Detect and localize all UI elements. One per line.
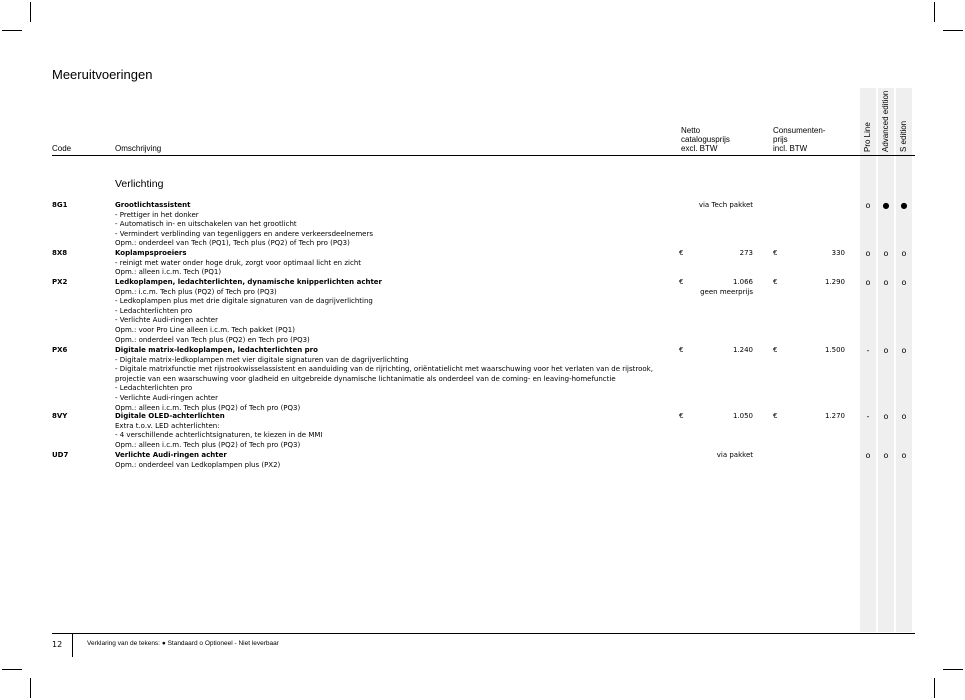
netto-price: 1.050 xyxy=(732,412,753,420)
consumer-price: 1.270 xyxy=(824,412,845,420)
currency-symbol: € xyxy=(679,249,684,257)
option-description: Ledkoplampen, ledachterlichten, dynamische knipperlichten achter Opm.: i.c.m. Tech plus (PQ2) of Tech pro (PQ3) - Ledkoplampen plus met drie digitale signaturen van de dagrijverlichting - Ledachterlichten pro - Verlichte Audi-ringen achter Opm.: voor Pro Line alleen i.c.m. Tech pakket (PQ1) Opm.: onderdeel van Tech plus (PQ2) en Tech pro (PQ3) xyxy=(115,278,382,344)
pro-line-mark: - xyxy=(866,346,870,355)
legend-optional-symbol: o xyxy=(199,640,203,647)
section-heading: Verlichting xyxy=(115,178,164,190)
s-edition-mark: ● xyxy=(900,201,908,210)
footer-separator xyxy=(72,633,73,657)
edition-column-shade xyxy=(860,88,876,632)
consumer-price: 1.500 xyxy=(824,346,845,354)
option-code: 8X8 xyxy=(52,249,68,257)
crop-mark xyxy=(943,669,963,670)
pro-line-mark: - xyxy=(866,412,870,421)
page-title: Meeruitvoeringen xyxy=(52,67,153,82)
currency-symbol: € xyxy=(679,412,684,420)
option-description: Koplampsproeiers - reinigt met water onder hoge druk, zorgt voor optimaal licht en zicht Opm.: alleen i.c.m. Tech (PQ1) xyxy=(115,249,361,277)
column-header-description: Omschrijving xyxy=(115,144,162,153)
column-header-pro-line: Pro Line xyxy=(863,122,872,152)
option-code: UD7 xyxy=(52,451,69,459)
currency-symbol: € xyxy=(773,412,778,420)
option-description: Digitale matrix-ledkoplampen, ledachterlichten pro - Digitale matrix-ledkoplampen met vier digitale signaturen van de dagrijverlichting - Digitale matrixfunctie met rijstrookwisselassistent en aanduiding van de rijrichting, oriëntatielicht met waarschuwing voor het verlaten van de rijstrook, projectie van een waarschuwing voor gladheid en uitgebreide dynamische lichtanimatie als onderdeel van de coming- en leaving-homefunctie - Ledachterlichten pro - Verlichte Audi-ringen achter Opm.: alleen i.c.m. Tech plus (PQ2) of Tech pro (PQ3) xyxy=(115,346,653,412)
column-header-consumer: Consumenten- prijs incl. BTW xyxy=(773,126,826,153)
consumer-price: 1.290 xyxy=(824,278,845,286)
s-edition-mark: o xyxy=(901,412,907,421)
option-description: Digitale OLED-achterlichten Extra t.o.v. LED achterlichten: - 4 verschillende achterlichtsignaturen, te kiezen in de MMI Opm.: alleen i.c.m. Tech plus (PQ2) of Tech pro (PQ3) xyxy=(115,412,323,449)
column-header-netto: Netto catalogusprijs excl. BTW xyxy=(681,126,730,153)
advanced-edition-mark: ● xyxy=(882,201,890,210)
header-divider xyxy=(52,155,915,156)
option-description: Grootlichtassistent - Prettiger in het donker - Automatisch in- en uitschakelen van het grootlicht - Vermindert verblinding van tegenliggers en andere verkeersdeelnemers Opm.: onderdeel van Tech (PQ1), Tech plus (PQ2) of Tech pro (PQ3) xyxy=(115,201,373,248)
advanced-edition-mark: o xyxy=(883,346,889,355)
crop-mark xyxy=(30,2,31,22)
column-header-advanced-edition: Advanced edition xyxy=(881,90,890,152)
s-edition-mark: o xyxy=(901,249,907,258)
option-description: Verlichte Audi-ringen achter Opm.: onderdeel van Ledkoplampen plus (PX2) xyxy=(115,451,281,469)
edition-column-shade xyxy=(878,88,894,632)
price-note: via pakket xyxy=(716,451,753,459)
pro-line-mark: o xyxy=(865,278,871,287)
advanced-edition-mark: o xyxy=(883,451,889,460)
currency-symbol: € xyxy=(679,278,684,286)
crop-mark xyxy=(2,30,22,31)
crop-mark xyxy=(30,678,31,698)
column-header-code: Code xyxy=(52,144,72,153)
crop-mark xyxy=(2,669,22,670)
pro-line-mark: o xyxy=(865,249,871,258)
advanced-edition-mark: o xyxy=(883,278,889,287)
option-code: 8G1 xyxy=(52,201,68,209)
consumer-price: 330 xyxy=(831,249,845,257)
pro-line-mark: o xyxy=(865,451,871,460)
currency-symbol: € xyxy=(773,249,778,257)
option-code: PX6 xyxy=(52,346,68,354)
s-edition-mark: o xyxy=(901,278,907,287)
option-code: 8VY xyxy=(52,412,68,420)
advanced-edition-mark: o xyxy=(883,412,889,421)
netto-price: 1.240 xyxy=(732,346,753,354)
footer-divider xyxy=(52,633,915,634)
s-edition-mark: o xyxy=(901,346,907,355)
crop-mark xyxy=(934,678,935,698)
pro-line-mark: o xyxy=(865,201,871,210)
edition-column-shade xyxy=(896,88,912,632)
option-code: PX2 xyxy=(52,278,68,286)
price-note: via Tech pakket xyxy=(698,201,753,209)
currency-symbol: € xyxy=(773,278,778,286)
legend-na-symbol: - xyxy=(234,640,237,647)
price-note: geen meerprijs xyxy=(700,287,753,296)
crop-mark xyxy=(943,30,963,31)
advanced-edition-mark: o xyxy=(883,249,889,258)
currency-symbol: € xyxy=(679,346,684,354)
legend: Verklaring van de tekens: ● Standaard o Optioneel - Niet leverbaar xyxy=(87,640,279,647)
s-edition-mark: o xyxy=(901,451,907,460)
currency-symbol: € xyxy=(773,346,778,354)
netto-price: 1.066 xyxy=(732,278,753,286)
column-header-s-edition: S edition xyxy=(899,120,908,152)
page-number: 12 xyxy=(52,640,63,649)
crop-mark xyxy=(934,2,935,22)
netto-price: 273 xyxy=(739,249,753,257)
legend-standard-symbol: ● xyxy=(161,640,166,647)
